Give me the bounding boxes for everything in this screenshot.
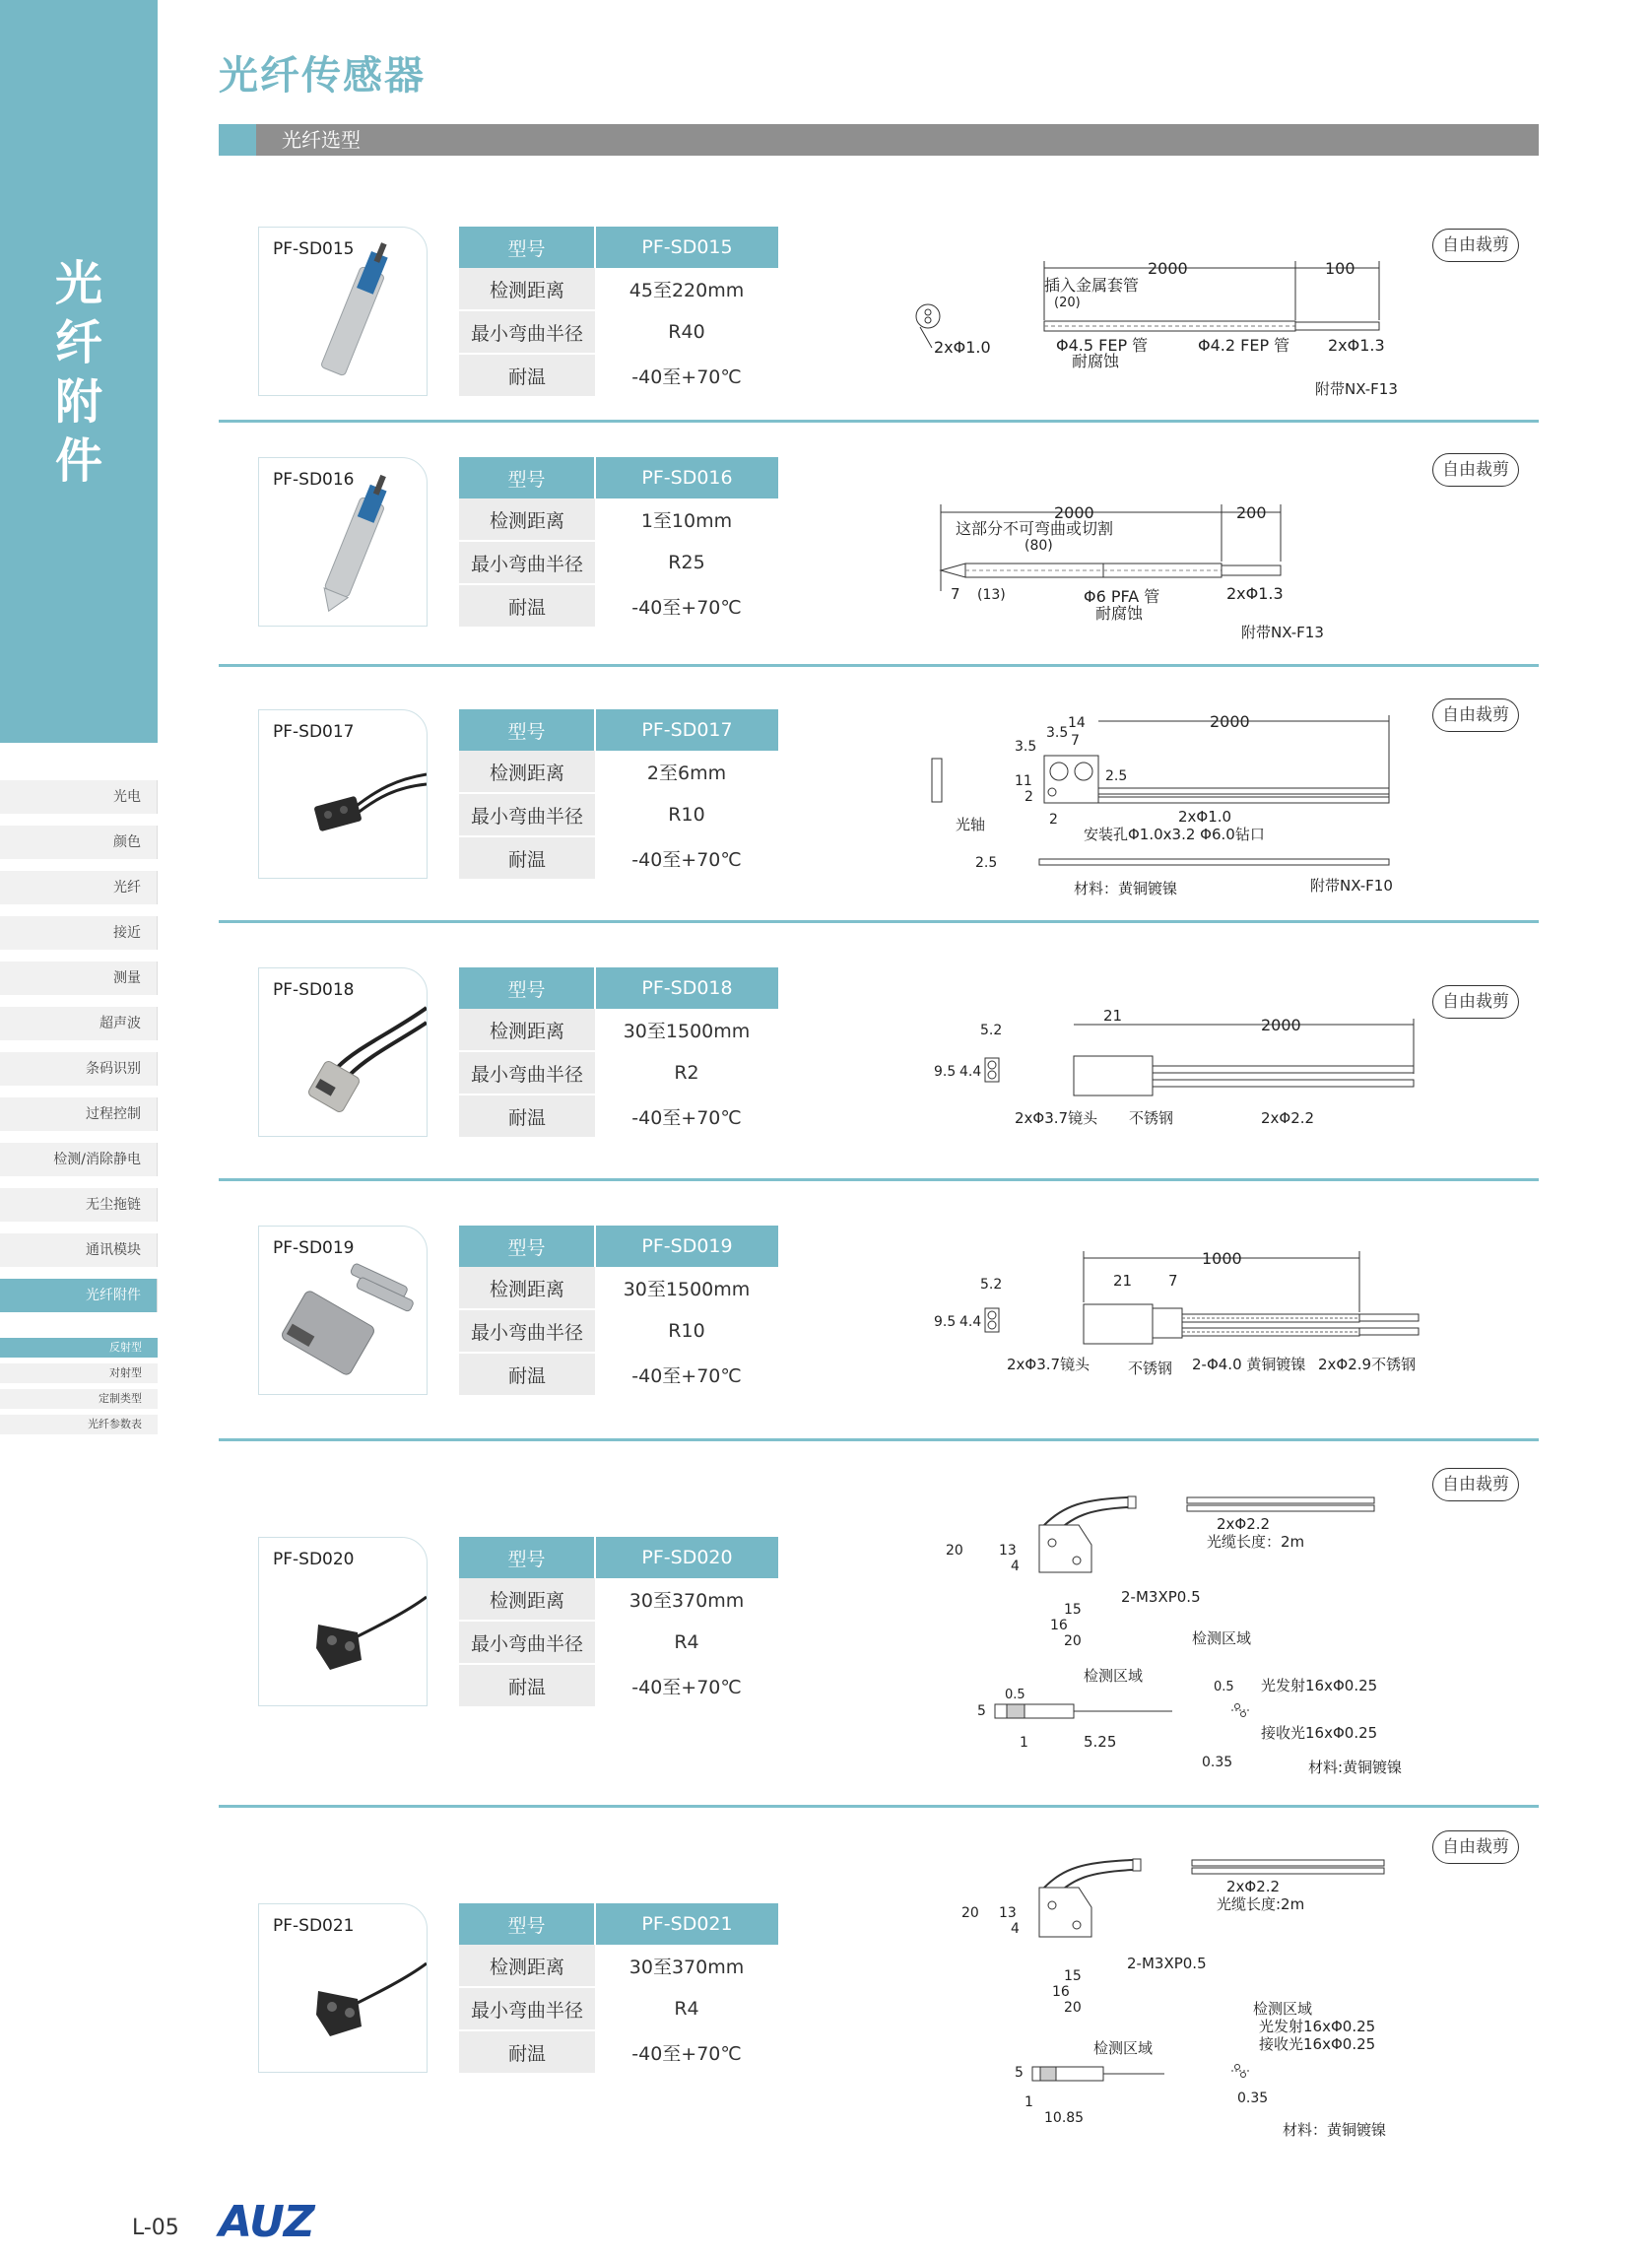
section-divider [219,420,1539,423]
dim-35b: 3.5 [1046,725,1069,741]
dim-end: 2xΦ2.2 [1217,1515,1271,1533]
spec-value-model: PF-SD020 [595,1537,778,1578]
dim-tail: 100 [1325,259,1355,278]
dim-44: 4.4 [959,1314,982,1330]
spec-value-temp: -40至+70℃ [595,2030,778,2074]
product-photo-label: PF-SD018 [273,980,355,1000]
dimension-drawing-sd017 [926,709,1419,906]
dim-insert-length: (20) [1054,296,1081,310]
spec-label-distance: 检测距离 [459,1267,595,1309]
spec-value-radius: R10 [595,793,778,836]
spec-label-radius: 最小弯曲半径 [459,1987,595,2030]
dim-tube2: Φ4.2 FEP 管 [1198,336,1290,355]
spec-value-distance: 30至1500mm [595,1009,778,1051]
nav-item-fiber[interactable]: 光纤 [0,871,158,904]
spec-value-radius: R4 [595,1987,778,2030]
dim-14: 14 [1068,715,1086,731]
dim-tube: 2-Φ4.0 黄铜镀镍 [1192,1356,1306,1373]
section-divider [219,1805,1539,1808]
spec-table [459,1226,778,1397]
spec-value-temp: -40至+70℃ [595,836,778,880]
dim-035: 0.35 [1202,1755,1233,1770]
spec-label-radius: 最小弯曲半径 [459,1309,595,1353]
dim-zone2: 检测区域 [1084,1667,1144,1685]
dim-7: 7 [1168,1272,1178,1290]
spec-value-radius: R40 [595,310,778,354]
free-cut-badge: 自由裁剪 [1432,698,1519,732]
dim-95: 9.5 [934,1314,957,1330]
spec-label-distance: 检测距离 [459,1578,595,1621]
dim-note-length: (80) [1024,538,1053,554]
spec-value-temp: -40至+70℃ [595,354,778,397]
product-photo [258,709,428,879]
dim-material: 材料：黄铜镀镍 [1283,2121,1387,2139]
sidebar-title [49,254,108,491]
spec-label-temp: 耐温 [459,836,595,880]
spec-value-model: PF-SD016 [595,457,778,498]
dim-length: 2000 [1261,1016,1301,1034]
spec-label-model: 型号 [459,967,595,1009]
spec-label-radius: 最小弯曲半径 [459,541,595,584]
spec-label-temp: 耐温 [459,1353,595,1396]
dim-35: 3.5 [1015,739,1037,755]
product-photo [258,1226,428,1395]
section-title: 光纤选型 [282,128,361,152]
spec-value-model: PF-SD021 [595,1903,778,1945]
spec-label-model: 型号 [459,457,595,498]
dim-1085: 10.85 [1044,2110,1085,2126]
nav-item-proximity[interactable]: 接近 [0,916,158,950]
dimension-drawing-sd015 [906,246,1438,404]
spec-value-distance: 1至10mm [595,498,778,541]
dim-end: 2xΦ2.2 [1226,1878,1281,1895]
dim-05: 0.5 [1005,1688,1025,1702]
dim-lens: 2xΦ3.7镜头 [1007,1356,1090,1373]
spec-label-distance: 检测距离 [459,268,595,310]
sensor-probe-image [259,228,427,395]
nav-item-process-control[interactable]: 过程控制 [0,1097,158,1131]
dim-note: 这部分不可弯曲或切割 [956,519,1114,538]
dim-recv: 接收光16xΦ0.25 [1261,1724,1378,1742]
dim-material: 材料：黄铜镀镍 [1074,880,1178,897]
sidebar-nav [0,780,158,1324]
dim-2: 2 [1024,789,1033,805]
spec-value-temp: -40至+70℃ [595,1353,778,1396]
dim-21: 21 [1113,1272,1133,1290]
product-photo-label: PF-SD020 [273,1550,355,1569]
product-photo-label: PF-SD015 [273,239,355,259]
nav-item-barcode[interactable]: 条码识别 [0,1052,158,1086]
product-photo [258,1537,428,1706]
dim-tip: 7 [951,585,960,603]
dim-end: 2xΦ1.3 [1226,584,1284,603]
dim-tube: Φ6 PFA 管 [1084,587,1160,606]
section-divider [219,664,1539,667]
dim-7: 7 [1071,733,1080,749]
product-photo-label: PF-SD021 [273,1916,355,1936]
dim-4: 4 [1011,1921,1020,1937]
dim-035: 0.35 [1237,2091,1269,2106]
dim-1: 1 [1024,2094,1033,2110]
dim-material: 材料:黄铜镀镍 [1308,1759,1403,1776]
product-photo-label: PF-SD017 [273,722,355,742]
spec-value-temp: -40至+70℃ [595,1664,778,1707]
spec-value-model: PF-SD017 [595,709,778,751]
spec-value-radius: R4 [595,1621,778,1664]
dim-emit: 光发射16xΦ0.25 [1259,2018,1376,2035]
subnav-item-reflective[interactable]: 反射型 [0,1338,158,1358]
spec-label-radius: 最小弯曲半径 [459,1051,595,1095]
spec-value-distance: 30至370mm [595,1945,778,1987]
subnav-item-through-beam[interactable]: 对射型 [0,1363,158,1383]
dim-length: 1000 [1202,1249,1242,1268]
spec-label-distance: 检测距离 [459,751,595,793]
dim-44: 4.4 [959,1064,982,1080]
dim-zone: 检测区域 [1253,2000,1313,2018]
dim-5: 5 [1015,2065,1024,2081]
sensor-head-image [259,1538,427,1705]
spec-label-distance: 检测距离 [459,1009,595,1051]
dimension-drawing-sd019 [926,1243,1448,1381]
section-divider [219,920,1539,923]
free-cut-badge: 自由裁剪 [1432,1830,1519,1864]
spec-table [459,227,778,398]
spec-value-radius: R25 [595,541,778,584]
spec-label-radius: 最小弯曲半径 [459,793,595,836]
spec-label-distance: 检测距离 [459,498,595,541]
sidebar-title-char: 光 [54,256,102,311]
dim-screw: 2-M3XP0.5 [1127,1955,1207,1972]
dimension-drawing-sd020 [936,1486,1458,1781]
dim-tube1: Φ4.5 FEP 管 [1056,336,1149,355]
dim-hole: 安装孔Φ1.0x3.2 Φ6.0钻口 [1084,826,1265,843]
sensor-head-image [259,710,427,878]
nav-item-fiber-accessories[interactable]: 光纤附件 [0,1279,158,1312]
subnav-item-params[interactable]: 光纤参数表 [0,1415,158,1434]
dim-20b: 20 [1064,2000,1082,2016]
dim-core: 2xΦ1.0 [934,338,991,357]
dim-05b: 0.5 [1214,1680,1234,1694]
dim-52: 5.2 [980,1023,1003,1038]
dim-zone: 检测区域 [1192,1629,1252,1647]
spec-label-temp: 耐温 [459,584,595,628]
free-cut-badge: 自由裁剪 [1432,985,1519,1019]
product-photo [258,457,428,627]
dim-attach: 附带NX-F10 [1310,877,1393,895]
dim-end: 2xΦ2.2 [1261,1109,1315,1127]
dim-5: 5 [977,1703,986,1719]
spec-value-model: PF-SD019 [595,1226,778,1267]
page-title: 光纤传感器 [219,53,426,99]
nav-item-comm-module[interactable]: 通讯模块 [0,1233,158,1267]
dim-attach: 附带NX-F13 [1315,380,1398,398]
dim-screw: 2-M3XP0.5 [1121,1588,1201,1606]
dim-4: 4 [1011,1559,1020,1574]
spec-label-radius: 最小弯曲半径 [459,310,595,354]
spec-value-distance: 2至6mm [595,751,778,793]
dim-25: 2.5 [1105,768,1128,784]
dim-25b: 2.5 [975,855,998,871]
spec-label-model: 型号 [459,227,595,268]
dim-axis: 光轴 [956,816,986,833]
dim-20b: 20 [1064,1633,1082,1649]
spec-value-radius: R10 [595,1309,778,1353]
spec-label-temp: 耐温 [459,354,595,397]
spec-value-distance: 30至370mm [595,1578,778,1621]
sensor-probe-image [259,458,427,626]
dim-end: 2xΦ1.3 [1328,336,1385,355]
spec-label-temp: 耐温 [459,1664,595,1707]
spec-table [459,1903,778,2075]
dimension-drawing-sd016 [926,493,1399,650]
spec-value-temp: -40至+70℃ [595,584,778,628]
dim-zone2: 检测区域 [1093,2039,1154,2057]
spec-label-model: 型号 [459,1537,595,1578]
sidebar-title-char: 件 [54,433,102,489]
dim-lens: 2xΦ3.7镜头 [1015,1109,1098,1127]
brand-logo: AUZ [219,2197,314,2247]
dim-attach: 附带NX-F13 [1241,624,1324,641]
subnav-item-custom[interactable]: 定制类型 [0,1389,158,1409]
dim-end: 2xΦ2.9不锈钢 [1318,1356,1417,1373]
nav-item-photoelectric[interactable]: 光电 [0,780,158,814]
spec-value-distance: 45至220mm [595,268,778,310]
dim-20: 20 [961,1905,979,1921]
spec-table [459,1537,778,1708]
spec-label-model: 型号 [459,1903,595,1945]
dim-15: 15 [1064,1968,1082,1984]
dim-steel: 不锈钢 [1128,1360,1173,1377]
nav-item-ultrasonic[interactable]: 超声波 [0,1007,158,1040]
sensor-head-image [259,1227,427,1394]
dim-16: 16 [1052,1984,1070,2000]
spec-table [459,709,778,881]
section-bar-accent [219,124,256,156]
dim-cable: 光缆长度:2m [1217,1895,1305,1913]
dim-2b: 2 [1049,812,1058,828]
spec-value-model: PF-SD018 [595,967,778,1009]
product-photo [258,1903,428,2073]
dim-cable: 光缆长度：2m [1207,1533,1305,1551]
spec-table [459,967,778,1139]
dim-1: 1 [1020,1735,1028,1751]
dim-length: 2000 [1054,503,1094,522]
free-cut-badge: 自由裁剪 [1432,229,1519,262]
dim-recv: 接收光16xΦ0.25 [1259,2035,1376,2053]
nav-item-measurement[interactable]: 测量 [0,962,158,995]
product-photo-label: PF-SD019 [273,1238,355,1258]
section-bar [219,124,1539,156]
product-photo [258,227,428,396]
nav-item-color[interactable]: 颜色 [0,826,158,859]
dim-15: 15 [1064,1602,1082,1618]
spec-value-temp: -40至+70℃ [595,1095,778,1138]
dim-length: 2000 [1148,259,1188,278]
sensor-head-image [259,968,427,1136]
spec-table [459,457,778,629]
sidebar-subnav [0,1338,158,1440]
free-cut-badge: 自由裁剪 [1432,453,1519,487]
dim-tube1-note: 耐腐蚀 [1072,352,1120,370]
spec-label-distance: 检测距离 [459,1945,595,1987]
spec-value-radius: R2 [595,1051,778,1095]
page-number: L-05 [132,2216,179,2240]
sidebar-band [0,0,158,743]
free-cut-badge: 自由裁剪 [1432,1468,1519,1501]
sidebar-title-char: 纤 [54,315,102,370]
dim-emit: 光发射16xΦ0.25 [1261,1677,1378,1694]
dim-525: 5.25 [1084,1733,1117,1751]
product-photo-label: PF-SD016 [273,470,355,490]
dim-tube-note: 耐腐蚀 [1095,604,1144,623]
dim-tail: 200 [1236,503,1267,522]
dim-20: 20 [946,1543,963,1559]
dim-95: 9.5 [934,1064,957,1080]
spec-label-radius: 最小弯曲半径 [459,1621,595,1664]
spec-label-temp: 耐温 [459,1095,595,1138]
spec-label-model: 型号 [459,709,595,751]
dim-steel: 不锈钢 [1129,1109,1174,1127]
dim-tip2: (13) [977,587,1006,603]
section-divider [219,1178,1539,1181]
dim-16: 16 [1050,1618,1068,1633]
spec-label-model: 型号 [459,1226,595,1267]
dimension-drawing-sd021 [936,1848,1458,2163]
nav-item-cable-chain[interactable]: 无尘拖链 [0,1188,158,1222]
spec-label-temp: 耐温 [459,2030,595,2074]
dimension-drawing-sd018 [926,1005,1438,1143]
dim-11: 11 [1015,773,1032,789]
dim-insert: 插入金属套管 [1044,276,1140,295]
dim-length: 2000 [1210,712,1250,731]
sidebar-title-char: 附 [54,374,102,430]
spec-value-model: PF-SD015 [595,227,778,268]
dim-13: 13 [999,1543,1017,1559]
spec-value-distance: 30至1500mm [595,1267,778,1309]
section-divider [219,1438,1539,1441]
dim-13: 13 [999,1905,1017,1921]
dim-core: 2xΦ1.0 [1178,808,1232,826]
dim-52: 5.2 [980,1277,1003,1293]
dim-21: 21 [1103,1007,1123,1025]
nav-item-static[interactable]: 检测/消除静电 [0,1143,158,1176]
sensor-head-image [259,1904,427,2072]
product-photo [258,967,428,1137]
